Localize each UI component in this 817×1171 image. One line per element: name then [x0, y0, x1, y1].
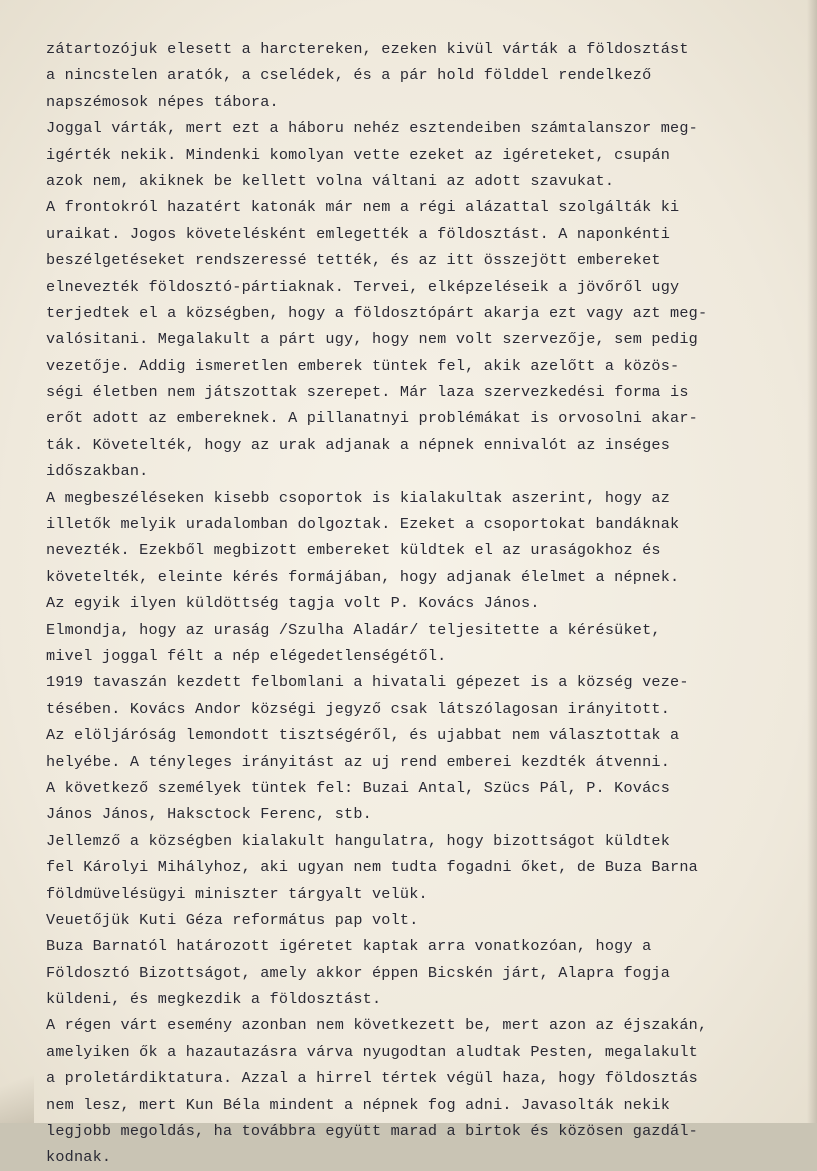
text-line: igérték nekik. Mindenki komolyan vette ezeket az igéreteket, csupán [46, 145, 671, 164]
text-line: tésében. Kovács Andor községi jegyző csak látszólagosan irányitott. [46, 699, 671, 718]
text-line: A régen várt esemény azonban nem következett be, mert azon az éjszakán, [46, 1016, 708, 1035]
text-line: uraikat. Jogos követelésként emlegették a földosztást. A naponkénti [46, 224, 671, 243]
text-line: Veuetőjük Kuti Géza református pap volt. [46, 910, 419, 929]
text-line: ták. Követelték, hogy az urak adjanak a népnek ennivalót az inséges [46, 435, 671, 454]
text-line: A megbeszéléseken kisebb csoportok is kialakultak aszerint, hogy az [46, 488, 671, 507]
text-line: napszémosok népes tábora. [46, 92, 279, 111]
text-line: terjedtek el a községben, hogy a földosztópárt akarja ezt vagy azt meg- [46, 303, 708, 322]
text-line: Földosztó Bizottságot, amely akkor éppen Bicskén járt, Alapra fogja [46, 963, 671, 982]
text-line: fel Károlyi Mihályhoz, aki ugyan nem tudta fogadni őket, de Buza Barna [46, 858, 698, 877]
text-line: mivel joggal félt a nép elégedetlenségétől. [46, 646, 447, 665]
text-line: nem lesz, mert Kun Béla mindent a népnek fog adni. Javasolták nekik [46, 1095, 671, 1114]
text-line: Az egyik ilyen küldöttség tagja volt P. Kovács János. [46, 594, 540, 613]
text-line: illetők melyik uradalomban dolgoztak. Ezeket a csoportokat bandáknak [46, 515, 680, 534]
text-line: a nincstelen aratók, a cselédek, és a pár hold földdel rendelkező [46, 66, 652, 85]
text-line: Jellemző a községben kialakult hangulatra, hogy bizottságot küldtek [46, 831, 671, 850]
text-line: azok nem, akiknek be kellett volna váltani az adott szavukat. [46, 171, 615, 190]
document-body [46, 36, 786, 1171]
text-line: kodnak. [46, 1148, 112, 1167]
page-edge-shadow [807, 0, 817, 1123]
text-line: erőt adott az embereknek. A pillanatnyi problémákat is orvosolni akar- [46, 409, 698, 428]
text-line: A frontokról hazatért katonák már nem a régi alázattal szolgálták ki [46, 198, 680, 217]
text-line: vezetője. Addig ismeretlen emberek tüntek fel, akik azelőtt a közös- [46, 356, 680, 375]
text-line: követelték, eleinte kérés formájában, hogy adjanak élelmet a népnek. [46, 567, 680, 586]
text-line: Buza Barnatól határozott igéretet kaptak arra vonatkozóan, hogy a [46, 937, 652, 956]
text-line: helyébe. A tényleges irányitást az uj rend emberei kezdték átvenni. [46, 752, 671, 771]
text-line: beszélgetéseket rendszeressé tették, és az itt összejött embereket [46, 251, 661, 270]
text-line: földmüvelésügyi miniszter tárgyalt velük. [46, 884, 428, 903]
text-line: amelyiken ők a hazautazásra várva nyugodtan aludtak Pesten, megalakult [46, 1042, 698, 1061]
text-line: elnevezték földosztó-pártiaknak. Tervei, elképzeléseik a jövőről ugy [46, 277, 680, 296]
text-line: időszakban. [46, 462, 149, 481]
text-line: 1919 tavaszán kezdett felbomlani a hivatali gépezet is a község veze- [46, 673, 689, 692]
text-line: ségi életben nem játszottak szerepet. Már laza szervezkedési forma is [46, 383, 689, 402]
text-line: valósitani. Megalakult a párt ugy, hogy nem volt szervezője, sem pedig [46, 330, 698, 349]
text-line: legjobb megoldás, ha továbbra együtt marad a birtok és közösen gazdál- [46, 1122, 698, 1141]
text-line: Joggal várták, mert ezt a háboru nehéz esztendeiben számtalanszor meg- [46, 119, 698, 138]
text-line: A következő személyek tüntek fel: Buzai Antal, Szücs Pál, P. Kovács [46, 778, 671, 797]
text-line: küldeni, és megkezdik a földosztást. [46, 990, 382, 1009]
text-line: a proletárdiktatura. Azzal a hirrel tértek végül haza, hogy földosztás [46, 1069, 698, 1088]
text-line: zátartozójuk elesett a harctereken, ezeken kivül várták a földosztást [46, 40, 689, 58]
page-corner-wear [0, 1053, 34, 1123]
text-line: János János, Haksctock Ferenc, stb. [46, 805, 372, 824]
text-line: nevezték. Ezekből megbizott embereket küldtek el az uraságokhoz és [46, 541, 661, 560]
text-line: Az elöljáróság lemondott tisztségéről, és ujabbat nem választottak a [46, 726, 680, 745]
text-line: Elmondja, hogy az uraság /Szulha Aladár/ teljesitette a kérésüket, [46, 620, 661, 639]
